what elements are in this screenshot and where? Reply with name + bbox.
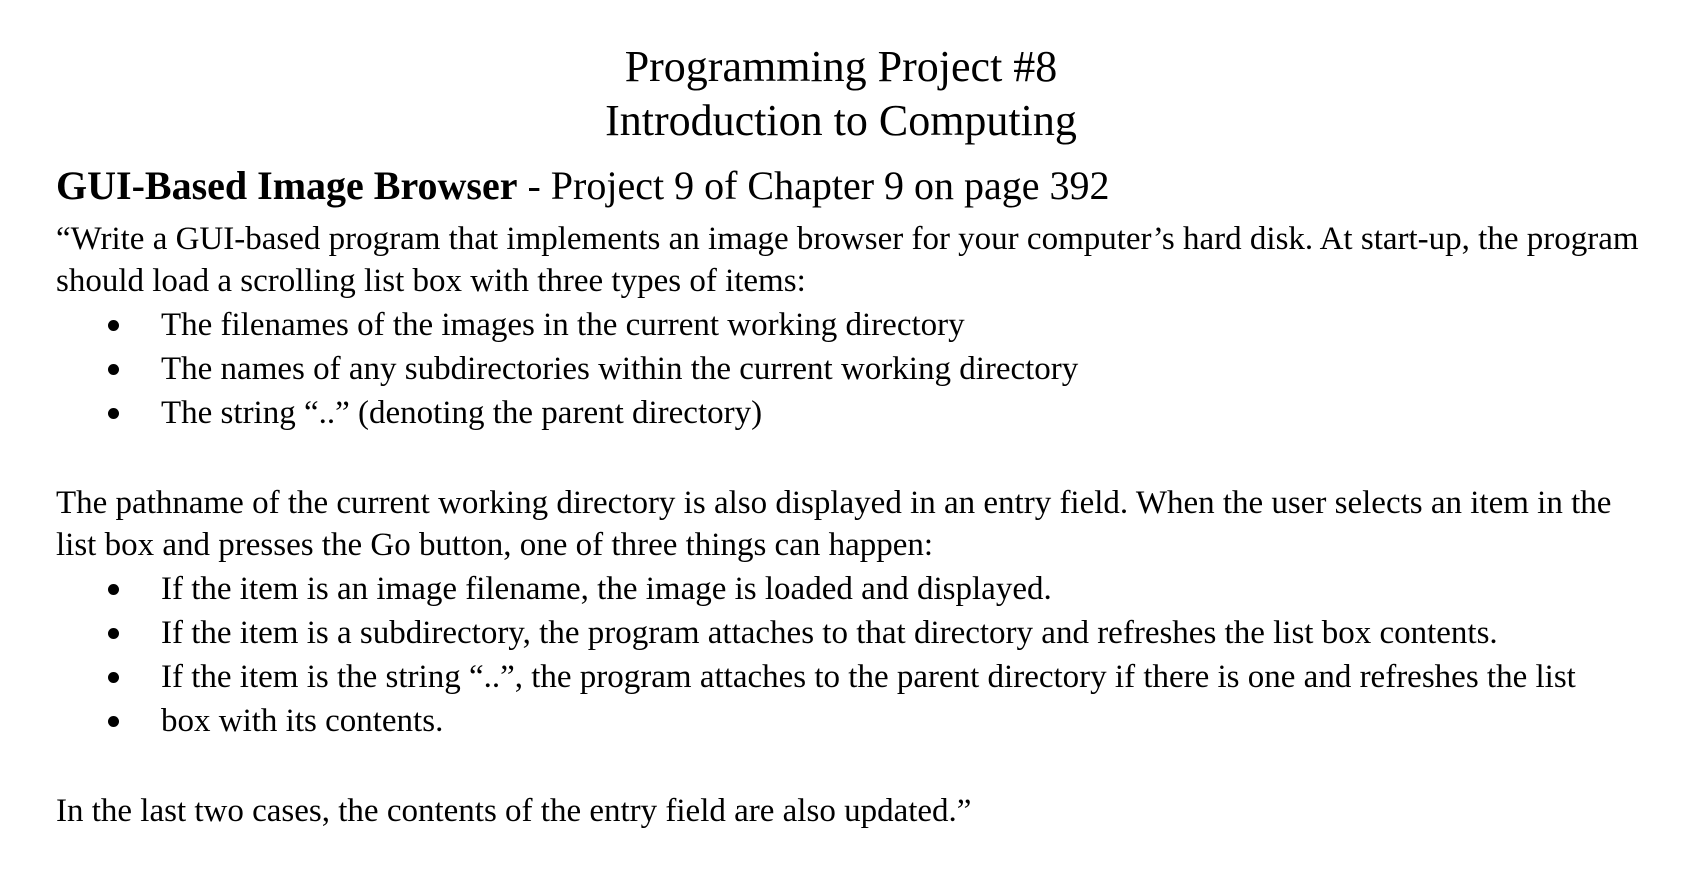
project-heading <box>56 160 1656 212</box>
project-heading-rest: - Project 9 of Chapter 9 on page 392 <box>517 163 1110 208</box>
title-block <box>56 40 1626 148</box>
outcomes-list <box>56 568 1656 742</box>
project-heading-bold: GUI-Based Image Browser <box>56 163 518 208</box>
bullet-icon <box>108 320 119 331</box>
document-subtitle: Introduction to Computing <box>605 96 1077 145</box>
pathname-paragraph: The pathname of the current working directory is also displayed in an entry field. When the user selects an item in the list box and presses the Go button, one of three things can happen: <box>56 485 1612 563</box>
item-types-list <box>56 304 1656 434</box>
list-item: The names of any subdirectories within the current working directory <box>56 348 1681 390</box>
bullet-icon <box>108 364 119 375</box>
list-item: If the item is a subdirectory, the program attaches to that directory and refreshes the list box contents. <box>56 612 1681 654</box>
closing-paragraph: In the last two cases, the contents of the entry field are also updated.” <box>56 793 972 829</box>
intro-paragraph: “Write a GUI-based program that implements an image browser for your computer’s hard disk. At start-up, the program should load a scrolling list box with three types of items: <box>56 221 1639 299</box>
bullet-icon <box>108 672 119 683</box>
bullet-icon <box>108 628 119 639</box>
bullet-icon <box>108 584 119 595</box>
bullet-icon <box>108 716 119 727</box>
list-item: If the item is an image filename, the image is loaded and displayed. <box>56 568 1681 610</box>
spacer <box>56 744 1656 784</box>
list-item: If the item is the string “..”, the program attaches to the parent directory if there is one and refreshes the list <box>56 656 1681 698</box>
spacer <box>56 436 1656 476</box>
document-title: Programming Project #8 <box>624 42 1058 91</box>
bullet-icon <box>108 408 119 419</box>
list-item: The string “..” (denoting the parent directory) <box>56 392 1681 434</box>
document-page <box>56 40 1656 832</box>
list-item: The filenames of the images in the current working directory <box>56 304 1681 346</box>
list-item: box with its contents. <box>56 700 1681 742</box>
